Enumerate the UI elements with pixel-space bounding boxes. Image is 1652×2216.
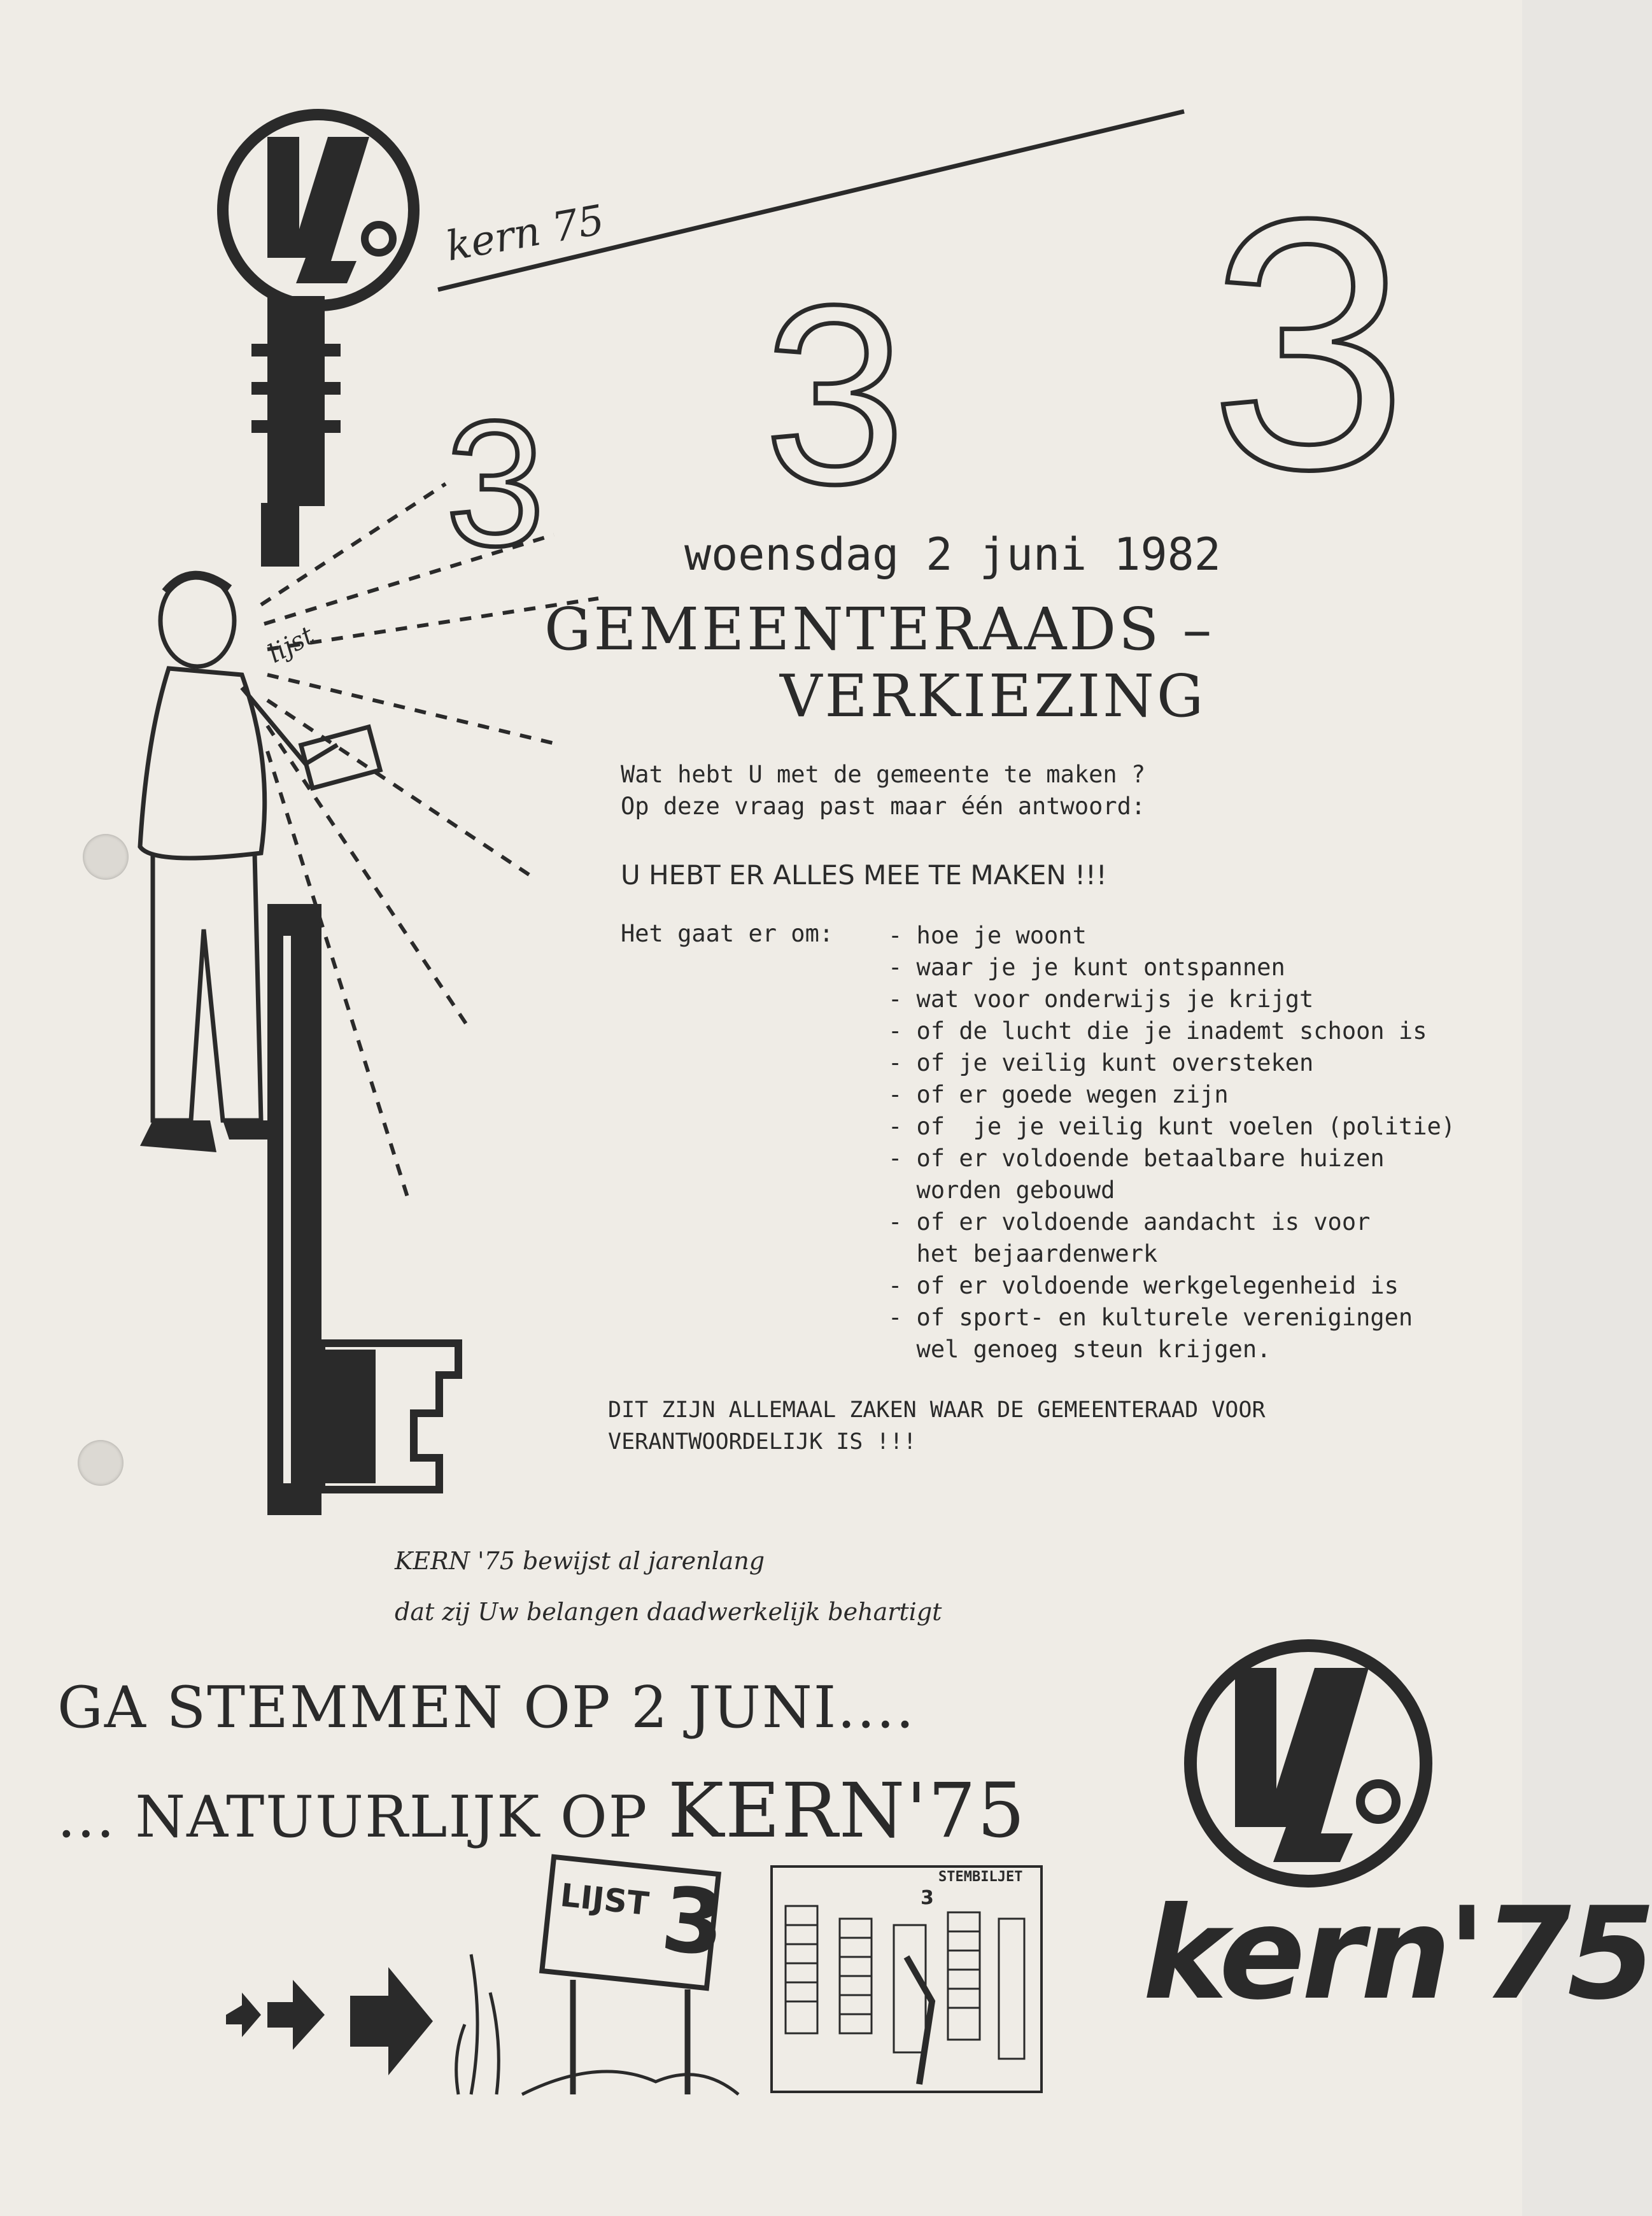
list-number-medium: 3 <box>764 252 906 537</box>
issues-intro: Het gaat er om: <box>621 920 834 947</box>
issues-list <box>888 920 1455 1366</box>
list-item: het bejaardenwerk <box>888 1240 1158 1267</box>
kern-note-line1: KERN '75 bewijst al jarenlang <box>395 1547 765 1575</box>
list-item: - waar je je kunt ontspannen <box>888 954 1285 981</box>
list-item: - of er voldoende betaalbare huizen <box>888 1145 1385 1172</box>
ballot-illustration <box>770 1865 1043 2093</box>
arrow-icons <box>223 1961 439 2088</box>
list-number-large: 3 <box>1210 145 1408 543</box>
list-item: - wat voor onderwijs je krijgt <box>888 985 1314 1013</box>
list-number-small: 3 <box>446 385 545 583</box>
list-item: - of er voldoende werkgelegenheid is <box>888 1272 1399 1299</box>
lijst-label: lijst <box>263 621 320 669</box>
conclusion-line2: VERANTWOORDELIJK IS !!! <box>608 1429 917 1455</box>
list-item: wel genoeg steun krijgen. <box>888 1336 1271 1363</box>
kern75-logo-top <box>210 102 427 318</box>
party-name: KERN'75 <box>667 1767 1026 1854</box>
election-date: woensdag 2 juni 1982 <box>684 528 1221 581</box>
ballot-header: STEMBILJET <box>938 1869 1023 1885</box>
kern-note-line2: dat zij Uw belangen daadwerkelijk behartigt <box>395 1598 942 1626</box>
logo-wordmark-top: kern 75 <box>442 196 608 271</box>
list-item: - of je veilig kunt oversteken <box>888 1049 1314 1076</box>
question-line1: Wat hebt U met de gemeente te maken ? <box>621 761 1146 788</box>
call-to-vote-prefix: ... NATUURLIJK OP <box>57 1784 668 1851</box>
ballot-grid <box>779 1900 1034 2084</box>
list-item: - of je je veilig kunt voelen (politie) <box>888 1113 1456 1140</box>
list-item: - of de lucht die je inademt schoon is <box>888 1017 1427 1045</box>
list-item: - of er voldoende aandacht is voor <box>888 1208 1371 1236</box>
call-to-vote-line1: GA STEMMEN OP 2 JUNI.... <box>57 1674 915 1741</box>
conclusion-line1: DIT ZIJN ALLEMAAL ZAKEN WAAR DE GEMEENTERAAD VOOR <box>608 1397 1266 1423</box>
list-item: - of sport- en kulturele verenigingen <box>888 1304 1413 1331</box>
question-line2: Op deze vraag past maar één antwoord: <box>621 793 1146 820</box>
answer-line: U HEBT ER ALLES MEE TE MAKEN !!! <box>621 859 1107 891</box>
sign-number: 3 <box>656 1867 730 1977</box>
logo-wordmark-bottom: kern'75 <box>1143 1880 1652 2028</box>
kern75-logo-bottom <box>1165 1636 1458 1903</box>
list-item: - of er goede wegen zijn <box>888 1081 1229 1108</box>
list-item: worden gebouwd <box>888 1176 1115 1204</box>
list-item: - hoe je woont <box>888 922 1087 949</box>
title-line1: GEMEENTERAADS – <box>544 595 1215 663</box>
call-to-vote-line2 <box>57 1767 1026 1854</box>
ballot-column-number: 3 <box>921 1887 934 1909</box>
key-and-man-illustration <box>115 293 598 1560</box>
title-line2: VERKIEZING <box>780 662 1206 730</box>
sign-label: LIJST <box>558 1876 651 1923</box>
